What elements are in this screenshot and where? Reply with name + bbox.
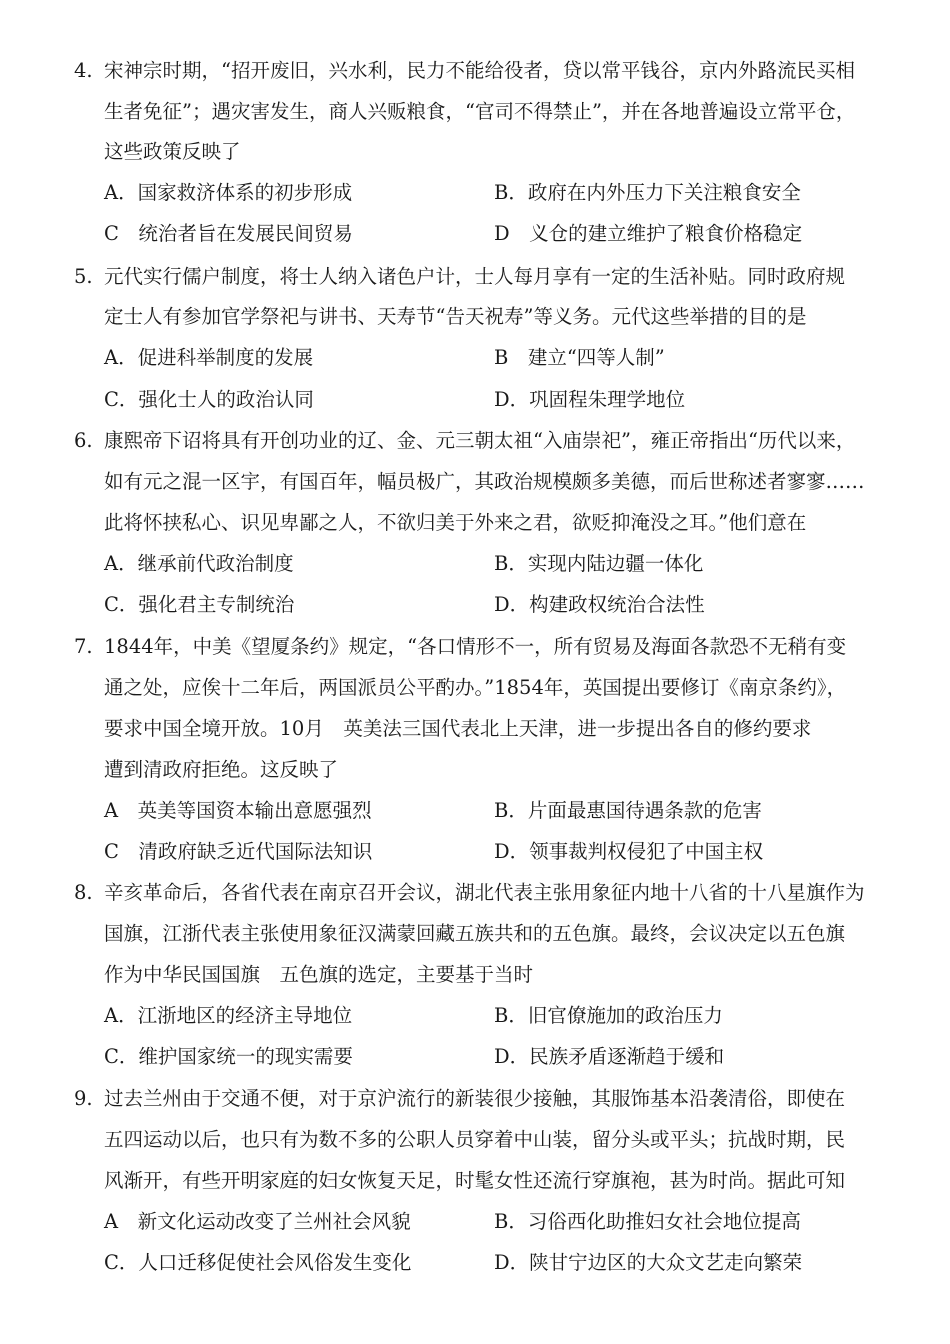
option-a[interactable]: A．江浙地区的经济主导地位 — [104, 1004, 353, 1027]
option-b[interactable]: B．习俗西化助推妇女社会地位提高 — [494, 1210, 801, 1233]
option-c[interactable]: C．维护国家统一的现实需要 — [104, 1045, 353, 1068]
question-number: 9. — [74, 1087, 93, 1110]
option-c[interactable]: C 清政府缺乏近代国际法知识 — [104, 840, 373, 863]
question-stem-line: 国旗，江浙代表主张使用象征汉满蒙回藏五族共和的五色旗。最终，会议决定以五色旗 — [104, 922, 846, 945]
question-number: 5. — [74, 265, 93, 288]
question-stem-line: 康熙帝下诏将具有开创功业的辽、金、元三朝太祖“入庙崇祀”，雍正帝指出“历代以来， — [104, 429, 856, 452]
option-c[interactable]: C 统治者旨在发展民间贸易 — [104, 222, 353, 245]
question-stem-line: 如有元之混一区宇，有国百年，幅员极广，其政治规模颇多美德，而后世称述者寥寥…… — [104, 470, 865, 493]
option-d[interactable]: D．领事裁判权侵犯了中国主权 — [494, 840, 764, 863]
question-stem-line: 过去兰州由于交通不便，对于京沪流行的新装很少接触，其服饰基本沿袭清俗，即使在 — [104, 1087, 846, 1110]
option-b[interactable]: B．旧官僚施加的政治压力 — [494, 1004, 723, 1027]
option-b[interactable]: B．实现内陆边疆一体化 — [494, 552, 704, 575]
option-b[interactable]: B．政府在内外压力下关注粮食安全 — [494, 181, 801, 204]
option-a[interactable]: A．国家救济体系的初步形成 — [104, 181, 353, 204]
question-stem-line: 遭到清政府拒绝。这反映了 — [104, 758, 339, 781]
option-d[interactable]: D．陕甘宁边区的大众文艺走向繁荣 — [494, 1251, 803, 1274]
option-d[interactable]: D．构建政权统治合法性 — [494, 593, 705, 616]
question-stem-line: 生者免征”；遇灾害发生，商人兴贩粮食，“官司不得禁止”，并在各地普遍设立常平仓， — [104, 100, 856, 123]
question-stem-line: 风渐开，有些开明家庭的妇女恢复天足，时髦女性还流行穿旗袍，甚为时尚。据此可知 — [104, 1169, 846, 1192]
option-d[interactable]: D 义仓的建立维护了粮食价格稳定 — [494, 222, 803, 245]
question-stem-line: 1844年，中美《望厦条约》规定，“各口情形不一，所有贸易及海面各款恐不无稍有变 — [104, 635, 847, 658]
option-a[interactable]: A 新文化运动改变了兰州社会风貌 — [104, 1210, 411, 1233]
question-number: 7. — [74, 635, 93, 658]
option-a[interactable]: A 英美等国资本输出意愿强烈 — [104, 799, 372, 822]
question-stem-line: 定士人有参加官学祭祀与讲书、天寿节“告天祝寿”等义务。元代这些举措的目的是 — [104, 305, 807, 328]
question-stem-line: 作为中华民国国旗 五色旗的选定，主要基于当时 — [104, 963, 534, 986]
option-a[interactable]: A．继承前代政治制度 — [104, 552, 294, 575]
question-stem-line: 辛亥革命后，各省代表在南京召开会议，湖北代表主张用象征内地十八省的十八星旗作为 — [104, 881, 865, 904]
option-d[interactable]: D．巩固程朱理学地位 — [494, 388, 686, 411]
question-number: 4. — [74, 59, 93, 82]
question-stem-line: 通之处，应俟十二年后，两国派员公平酌办。”1854年，英国提出要修订《南京条约》， — [104, 676, 847, 699]
question-stem-line: 要求中国全境开放。10月 英美法三国代表北上天津，进一步提出各自的修约要求 — [104, 717, 812, 740]
option-a[interactable]: A．促进科举制度的发展 — [104, 346, 314, 369]
question-stem-line: 此将怀挟私心、识见卑鄙之人，不欲归美于外来之君，欲贬抑淹没之耳。”他们意在 — [104, 511, 807, 534]
question-number: 6. — [74, 429, 93, 452]
question-stem-line: 这些政策反映了 — [104, 140, 241, 163]
question-stem-line: 五四运动以后，也只有为数不多的公职人员穿着中山装，留分头或平头；抗战时期，民 — [104, 1128, 846, 1151]
option-c[interactable]: C．人口迁移促使社会风俗发生变化 — [104, 1251, 412, 1274]
option-b[interactable]: B 建立“四等人制” — [494, 346, 665, 369]
option-c[interactable]: C．强化士人的政治认同 — [104, 388, 314, 411]
question-stem-line: 宋神宗时期，“招开废旧，兴水利，民力不能给役者，贷以常平钱谷，京内外路流民买相 — [104, 59, 855, 82]
question-stem-line: 元代实行儒户制度，将士人纳入诸色户计，士人每月享有一定的生活补贴。同时政府规 — [104, 265, 846, 288]
option-d[interactable]: D．民族矛盾逐渐趋于缓和 — [494, 1045, 725, 1068]
option-c[interactable]: C．强化君主专制统治 — [104, 593, 295, 616]
question-number: 8. — [74, 881, 93, 904]
option-b[interactable]: B．片面最惠国待遇条款的危害 — [494, 799, 762, 822]
